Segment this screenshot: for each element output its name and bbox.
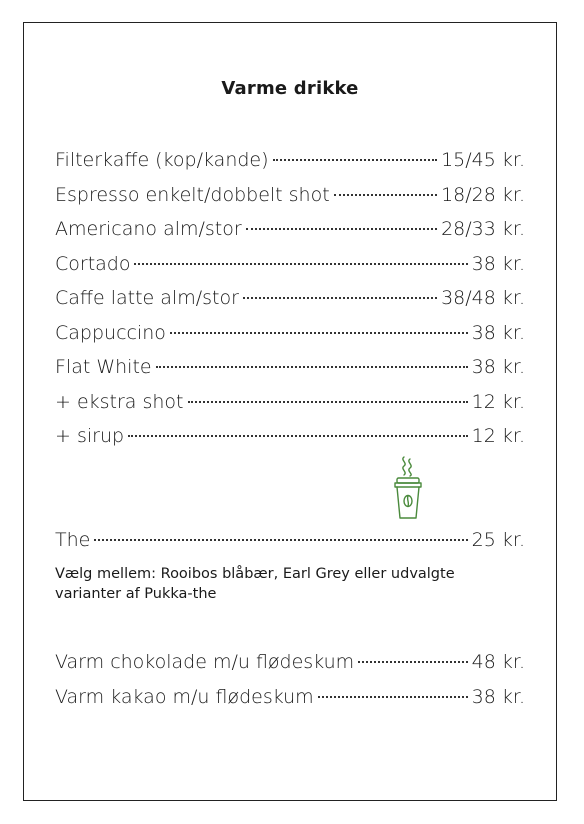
dot-leader bbox=[170, 332, 468, 334]
dot-leader bbox=[273, 159, 438, 161]
item-name: Varm kakao m/u flødeskum bbox=[55, 685, 314, 708]
item-name: Cortado bbox=[55, 252, 131, 275]
dot-leader bbox=[318, 696, 468, 698]
item-name: Flat White bbox=[55, 356, 152, 378]
item-name: + ekstra shot bbox=[55, 390, 184, 413]
item-price: 18/28 kr. bbox=[441, 183, 525, 206]
item-name: Filterkaffe (kop/kande) bbox=[55, 149, 269, 171]
menu-item bbox=[55, 281, 525, 316]
dot-leader bbox=[128, 435, 468, 437]
item-name: Espresso enkelt/dobbelt shot bbox=[55, 183, 330, 206]
menu-item bbox=[55, 385, 525, 420]
dot-leader bbox=[134, 263, 467, 265]
tea-note: Vælg mellem: Rooibos blåbær, Earl Grey eller udvalgte varianter af Pukka-the bbox=[55, 565, 455, 602]
item-name: Varm chokolade m/u flødeskum bbox=[55, 651, 355, 673]
coffee-list bbox=[55, 143, 525, 454]
dot-leader bbox=[246, 228, 437, 230]
item-name: The bbox=[55, 529, 91, 551]
menu-title: Varme drikke bbox=[221, 78, 359, 99]
item-price: 38 kr. bbox=[471, 685, 525, 708]
item-price: 15/45 kr. bbox=[441, 149, 525, 171]
item-price: 38 kr. bbox=[471, 356, 525, 378]
item-price: 38 kr. bbox=[471, 321, 525, 344]
item-price: 28/33 kr. bbox=[441, 218, 525, 240]
dot-leader bbox=[188, 401, 468, 403]
item-name: Americano alm/stor bbox=[55, 218, 242, 240]
item-name: + sirup bbox=[55, 425, 125, 447]
menu-page bbox=[23, 22, 557, 801]
item-price: 12 kr. bbox=[471, 390, 525, 413]
menu-item bbox=[55, 680, 525, 715]
dot-leader bbox=[334, 194, 437, 196]
item-name: Cappuccino bbox=[55, 321, 166, 344]
tea-section bbox=[55, 523, 525, 604]
menu-item bbox=[55, 645, 525, 680]
menu-item bbox=[55, 178, 525, 213]
item-price: 38/48 kr. bbox=[441, 287, 525, 309]
item-name: Caffe latte alm/stor bbox=[55, 287, 239, 309]
item-price: 38 kr. bbox=[471, 252, 525, 275]
dot-leader bbox=[358, 661, 468, 663]
dot-leader bbox=[243, 297, 437, 299]
menu-item bbox=[55, 316, 525, 351]
menu-item bbox=[55, 419, 525, 454]
item-price: 48 kr. bbox=[471, 651, 525, 673]
menu-item bbox=[55, 143, 525, 178]
dot-leader bbox=[156, 366, 468, 368]
menu-item bbox=[55, 523, 525, 558]
menu-item bbox=[55, 212, 525, 247]
menu-item bbox=[55, 350, 525, 385]
item-price: 25 kr. bbox=[471, 529, 525, 551]
dot-leader bbox=[94, 539, 467, 541]
item-price: 12 kr. bbox=[471, 425, 525, 447]
coffee-cup-icon bbox=[388, 455, 428, 521]
chocolate-list bbox=[55, 645, 525, 714]
menu-item bbox=[55, 247, 525, 282]
